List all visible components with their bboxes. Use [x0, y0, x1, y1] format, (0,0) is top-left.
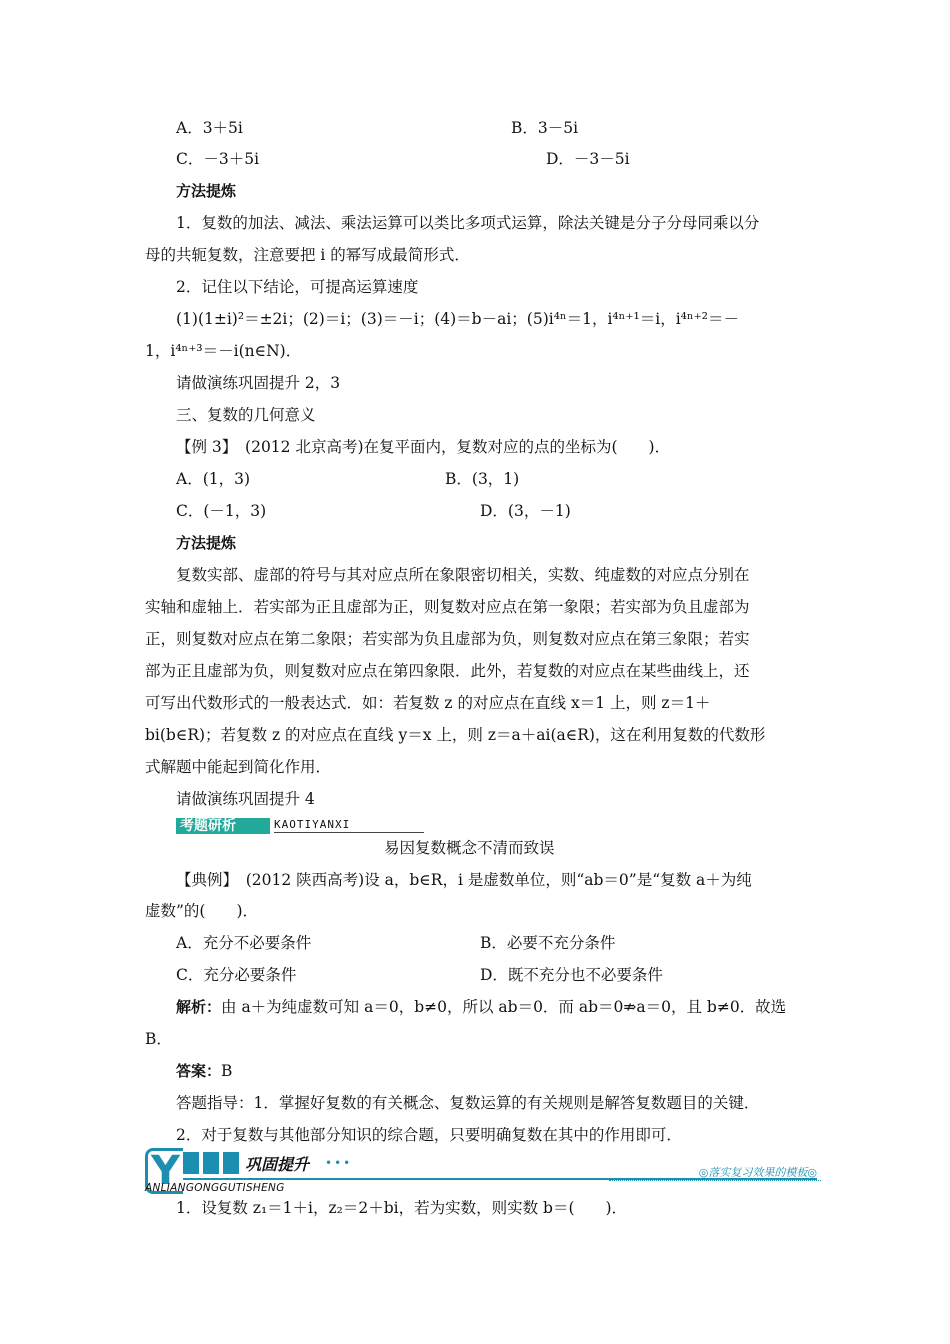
divider — [274, 832, 424, 833]
consolidation-banner — [145, 1148, 817, 1198]
option-c: C．充分必要条件 — [176, 966, 297, 984]
paragraph-line: 部为正且虚部为负，则复数对应点在第四象限．此外，若复数的对应点在某些曲线上，还 — [145, 662, 750, 680]
topic-subtitle: 易因复数概念不清而致误 — [384, 839, 555, 857]
paragraph-line: 正，则复数对应点在第二象限；若实部为负且虚部为负，则复数对应点在第三象限；若实 — [145, 630, 750, 648]
paragraph-line: 2．记住以下结论，可提高运算速度 — [176, 278, 419, 296]
formula-line: 1，i⁴ⁿ⁺³＝－i(n∈N)． — [145, 342, 302, 360]
ktyx-subtitle: KAOTIYANXI — [274, 818, 351, 831]
banner-dots: ••• — [325, 1156, 353, 1170]
ktyx-title: 考题研析 — [176, 818, 270, 834]
formula-line: (1)(1±i)²＝±2i；(2)＝i；(3)＝－i；(4)＝b－ai；(5)i⁴ⁿ＝1，i⁴ⁿ⁺¹＝i，i⁴ⁿ⁺²＝－ — [176, 310, 739, 328]
option-c: C．(－1，3) — [176, 502, 267, 520]
solution-label: 解析： — [176, 998, 222, 1016]
paragraph-line: 实轴和虚轴上．若实部为正且虚部为正，则复数对应点在第一象限；若实部为负且虚部为 — [145, 598, 750, 616]
practice-note: 请做演练巩固提升 2，3 — [176, 374, 341, 392]
solution-line: B． — [145, 1030, 172, 1048]
exercise-question: 1．设复数 z₁＝1＋i，z₂＝2＋bi，若为实数，则实数 b＝( )． — [176, 1199, 628, 1217]
banner-title: 巩固提升 — [245, 1155, 310, 1174]
ktyx-banner — [176, 818, 426, 836]
answer-value: B — [221, 1062, 233, 1080]
option-a: A．充分不必要条件 — [176, 934, 312, 952]
answer-label: 答案： — [176, 1062, 222, 1080]
option-b: B．(3，1) — [445, 470, 520, 488]
paragraph-line: 1．复数的加法、减法、乘法运算可以类比多项式运算，除法关键是分子分母同乘以分 — [176, 214, 760, 232]
banner-tagline: ◎落实复习效果的模板◎ — [698, 1166, 817, 1179]
option-d: D．既不充分也不必要条件 — [480, 966, 663, 984]
option-c: C．－3＋5i — [176, 150, 260, 168]
example-question: 【例 3】 (2012 北京高考)在复平面内，复数对应的点的坐标为( )． — [176, 438, 671, 456]
practice-note: 请做演练巩固提升 4 — [176, 790, 315, 808]
paragraph-line: bi(b∈R)；若复数 z 的对应点在直线 y＝x 上，则 z＝a＋ai(a∈R)，这在利用复数的代数形 — [145, 726, 766, 744]
section-heading: 方法提炼 — [176, 182, 237, 200]
banner-subtitle: ANLIANGONGGUTISHENG — [145, 1182, 285, 1194]
option-b: B．必要不充分条件 — [480, 934, 616, 952]
solution-text: 由 a＋为纯虚数可知 a＝0，b≠0，所以 ab＝0．而 ab＝0⇏a＝0，且 b≠0．故选 — [221, 998, 787, 1016]
banner-letter-icon: Y — [145, 1148, 183, 1194]
section-title: 三、复数的几何意义 — [176, 406, 316, 424]
answer-line — [176, 1061, 232, 1081]
example-question: 【典例】 (2012 陕西高考)设 a，b∈R，i 是虚数单位，则“ab＝0”是“复数 a＋为纯 — [176, 871, 752, 889]
option-d: D．－3－5i — [546, 150, 630, 168]
paragraph-line: 复数实部、虚部的符号与其对应点所在象限密切相关，实数、纯虚数的对应点分别在 — [176, 566, 750, 584]
paragraph-line: 母的共轭复数，注意要把 i 的幂写成最简形式． — [145, 246, 470, 264]
solution-line — [176, 997, 786, 1017]
banner-bars — [183, 1152, 241, 1174]
guidance-line: 2．对于复数与其他部分知识的综合题，只要明确复数在其中的作用即可． — [176, 1126, 682, 1144]
guidance-line: 答题指导：1．掌握好复数的有关概念、复数运算的有关规则是解答复数题目的关键． — [176, 1094, 760, 1112]
paragraph-line: 可写出代数形式的一般表达式．如：若复数 z 的对应点在直线 x＝1 上，则 z＝1＋ — [145, 694, 711, 712]
example-question: 虚数”的( )． — [145, 902, 259, 920]
section-heading: 方法提炼 — [176, 534, 237, 552]
option-a: A．3＋5i — [176, 119, 243, 137]
option-a: A．(1，3) — [176, 470, 251, 488]
option-d: D．(3，－1) — [480, 502, 571, 520]
paragraph-line: 式解题中能起到简化作用． — [145, 758, 332, 776]
option-b: B．3－5i — [511, 119, 579, 137]
